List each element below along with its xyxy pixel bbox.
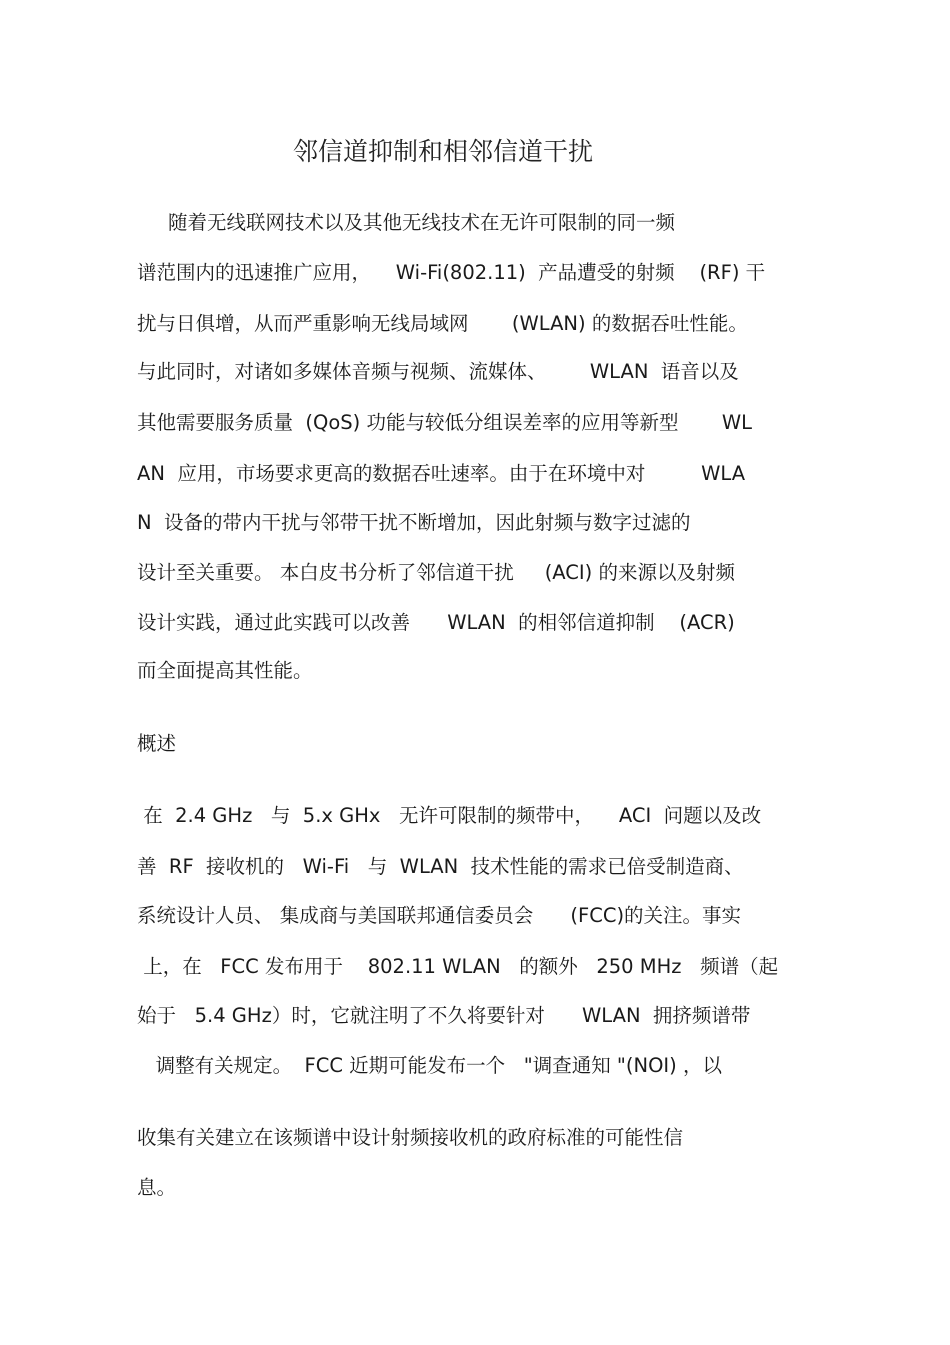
overview-line: 调整有关规定。 FCC 近期可能发布一个 "调查通知 "(NOI) ，以 <box>137 1054 722 1077</box>
overview-line: 上，在 FCC 发布用于 802.11 WLAN 的额外 250 MHz 频谱（起 <box>137 955 779 978</box>
overview-line: 系统设计人员、 集成商与美国联邦通信委员会 (FCC)的关注。事实 <box>137 904 742 927</box>
intro-line: 其他需要服务质量 (QoS) 功能与较低分组误差率的应用等新型 WL <box>137 411 753 434</box>
intro-line: 设计实践，通过此实践可以改善 WLAN 的相邻信道抑制 (ACR) <box>137 611 735 634</box>
intro-line: 随着无线联网技术以及其他无线技术在无许可限制的同一频 <box>137 211 675 234</box>
intro-line: AN 应用，市场要求更高的数据吞吐速率。由于在环境中对 WLA <box>137 462 746 485</box>
overview-line: 善 RF 接收机的 Wi-Fi 与 WLAN 技术性能的需求已倍受制造商、 <box>137 855 744 878</box>
overview-line: 在 2.4 GHz 与 5.x GHx 无许可限制的频带中， ACI 问题以及改 <box>137 804 762 827</box>
intro-line: 与此同时，对诸如多媒体音频与视频、流媒体、 WLAN 语音以及 <box>137 360 739 383</box>
intro-line: N 设备的带内干扰与邻带干扰不断增加，因此射频与数字过滤的 <box>137 511 691 534</box>
overview-line: 息。 <box>137 1176 177 1199</box>
section-heading: 概述 <box>137 732 177 755</box>
intro-line: 设计至关重要。 本白皮书分析了邻信道干扰 (ACI) 的来源以及射频 <box>137 561 735 584</box>
intro-line: 而全面提高其性能。 <box>137 659 313 682</box>
document-title: 邻信道抑制和相邻信道干扰 <box>292 137 593 166</box>
overview-line: 收集有关建立在该频谱中设计射频接收机的政府标准的可能性信 <box>137 1126 684 1149</box>
overview-line: 始于 5.4 GHz）时，它就注明了不久将要针对 WLAN 拥挤频谱带 <box>137 1004 751 1027</box>
intro-line: 谱范围内的迅速推广应用， Wi-Fi(802.11) 产品遭受的射频 (RF) 干 <box>137 261 766 284</box>
intro-line: 扰与日俱增，从而严重影响无线局域网 (WLAN) 的数据吞吐性能。 <box>137 312 748 335</box>
